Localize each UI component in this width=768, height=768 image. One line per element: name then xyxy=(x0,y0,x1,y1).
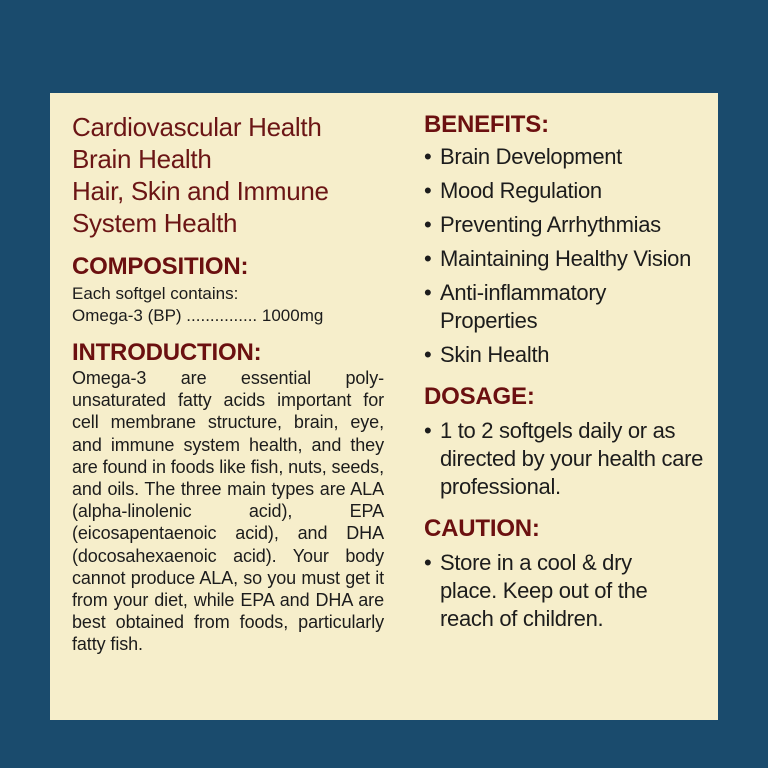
benefits-list xyxy=(424,143,714,369)
benefit-item: • Mood Regulation xyxy=(424,177,714,205)
benefit-item: • Anti-inflammatory Properties xyxy=(424,279,640,335)
benefit-item: • Brain Development xyxy=(424,143,714,171)
introduction-text: Omega-3 are essential poly-unsaturated fatty acids important for cell membrane structure, brain, eye, and immune system health, and they are found in foods like fish, nuts, seeds, and oils. The three main types are ALA (alpha-linolenic acid), EPA (eicosapentaenoic acid), and DHA (docosahexaenoic acid). Your body cannot produce ALA, so you must get it from your diet, while EPA and DHA are best obtained from foods, particularly fatty fish. xyxy=(72,368,384,655)
dosage-item: • 1 to 2 softgels daily or as directed by your health care professional. xyxy=(424,417,710,501)
left-column xyxy=(72,111,384,656)
composition-line: Omega-3 (BP) ............... 1000mg xyxy=(72,306,324,325)
caution-list xyxy=(424,549,714,633)
composition-line: Each softgel contains: xyxy=(72,284,239,303)
dosage-section xyxy=(424,383,714,501)
benefit-item: • Skin Health xyxy=(424,341,714,369)
caution-item: • Store in a cool & dry place. Keep out of the reach of children. xyxy=(424,549,685,633)
composition-heading: COMPOSITION: xyxy=(72,253,249,280)
benefit-item: • Preventing Arrhythmias xyxy=(424,211,714,239)
benefits-heading: BENEFITS: xyxy=(424,111,549,138)
introduction-heading: INTRODUCTION: xyxy=(72,339,262,366)
health-claim: Brain Health xyxy=(72,144,212,174)
benefit-item: • Maintaining Healthy Vision xyxy=(424,245,714,273)
dosage-heading: DOSAGE: xyxy=(424,383,535,410)
composition-section xyxy=(72,253,384,327)
label-panel xyxy=(50,93,718,720)
right-column xyxy=(424,111,714,633)
caution-heading: CAUTION: xyxy=(424,515,540,542)
caution-section xyxy=(424,515,714,633)
health-claim: Cardiovascular Health xyxy=(72,112,322,142)
dosage-list xyxy=(424,417,714,501)
health-claims xyxy=(72,111,384,239)
introduction-section xyxy=(72,339,384,656)
health-claim: Hair, Skin and Immune xyxy=(72,176,329,206)
benefits-section xyxy=(424,111,714,369)
health-claim: System Health xyxy=(72,208,238,238)
